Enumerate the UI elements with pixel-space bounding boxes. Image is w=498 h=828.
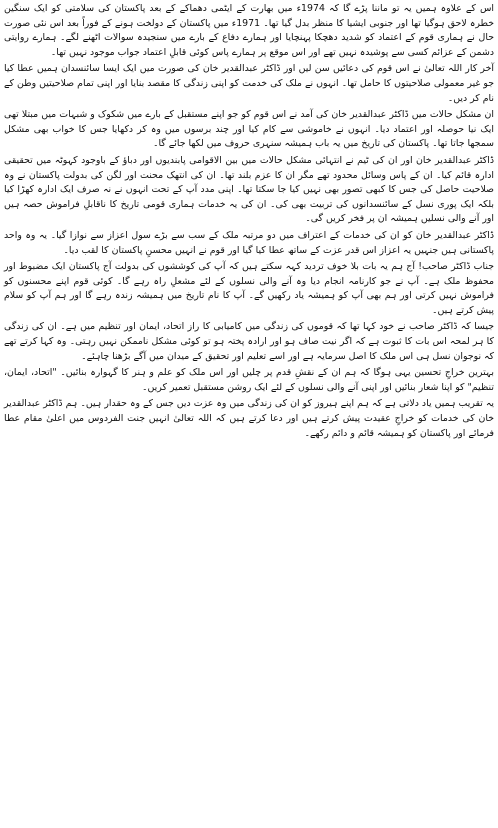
article-paragraph: جیسا کہ ڈاکٹر صاحب نے خود کہا تھا کہ قوموں کی زندگی میں کامیابی کا راز اتحاد، ایمان اور تنظیم میں ہے۔ ان کی زندگی کا ہر لمحہ اس بات کا ثبوت ہے کہ اگر نیت صاف ہو اور ارادہ پختہ ہو تو کوئی مشکل ناممکن نہیں رہتی۔ وہ کہا کرتے تھے کہ نوجوان نسل ہی اس ملک کا اصل سرمایہ ہے اور اسے تعلیم اور تحقیق کے میدان میں آگے بڑھنا چاہئے۔	[4, 321, 494, 362]
article-paragraph: اس کے علاوہ ہمیں یہ تو ماننا پڑے گا کہ 1974ء میں بھارت کے ایٹمی دھماکے کے بعد پاکستان کی سلامتی کو ایک سنگین خطرہ لاحق ہوگیا تھا اور جنوبی ایشیا کا منظر بدل گیا تھا۔ 1971ء میں پاکستان کے دولخت ہونے کے فوراً بعد اس نئی صورت حال نے ہماری قوم کے اعتماد کو شدید دھچکا پہنچایا اور ہمارے دفاع کے بارے میں سنجیدہ سوالات اٹھنے لگے۔ ہمارے روایتی دشمن کے عزائم کسی سے پوشیدہ نہیں تھے اور اس موقع پر ہمارے پاس کوئی قابلِ اعتماد جواب موجود نہیں تھا۔	[4, 3, 494, 58]
article-paragraph: ان مشکل حالات میں ڈاکٹر عبدالقدیر خان کی آمد نے اس قوم کو جو اپنے مستقبل کے بارے میں شکوک و شبہات میں مبتلا تھی ایک نیا حوصلہ اور اعتماد دیا۔ انہوں نے خاموشی سے کام کیا اور چند برسوں میں وہ کر دکھایا جس کا خواب بھی مشکل سمجھا جاتا تھا۔ پاکستان کی تاریخ میں یہ باب ہمیشہ سنہری حروف میں لکھا جائے گا۔	[4, 109, 494, 150]
article-paragraph: یہ تقریب ہمیں یاد دلاتی ہے کہ ہم اپنے ہیروز کو ان کی زندگی میں وہ عزت دیں جس کے وہ حقدار ہیں۔ ہم ڈاکٹر عبدالقدیر خان کی خدمات کو خراجِ عقیدت پیش کرتے ہیں اور دعا کرتے ہیں کہ اللہ تعالیٰ انہیں جنت الفردوس میں اعلیٰ مقام عطا فرمائے اور پاکستان کو ہمیشہ قائم و دائم رکھے۔	[4, 398, 494, 439]
article-body	[4, 2, 494, 826]
article-paragraph: جناب ڈاکٹر صاحب! آج ہم یہ بات بلا خوف تردید کہہ سکتے ہیں کہ آپ کی کوششوں کی بدولت آج پاکستان ایک مضبوط اور محفوظ ملک ہے۔ آپ نے جو کارنامہ انجام دیا وہ آنے والی نسلوں کے لئے مشعلِ راہ رہے گا۔ کوئی قوم اپنے محسنوں کو فراموش نہیں کرتی اور ہم بھی آپ کو ہمیشہ یاد رکھیں گے۔ آپ کا نام تاریخ میں ہمیشہ زندہ رہے گا اور ہم آپ کو سلام پیش کرتے ہیں۔	[4, 261, 494, 316]
article-paragraph: ڈاکٹر عبدالقدیر خان اور ان کی ٹیم نے انتہائی مشکل حالات میں بین الاقوامی پابندیوں اور دباؤ کے باوجود کہوٹہ میں تحقیقی ادارہ قائم کیا۔ ان کے پاس وسائل محدود تھے مگر ان کا عزم بلند تھا۔ ان کی انتھک محنت اور لگن کی بدولت پاکستان نے وہ صلاحیت حاصل کی جس کا کبھی تصور بھی نہیں کیا جا سکتا تھا۔ اپنی مدد آپ کے تحت انہوں نے نہ صرف ایک ادارہ کھڑا کیا بلکہ ایک پوری نسل کے سائنسدانوں کی تربیت بھی کی۔ ان کی یہ خدمات ہماری قومی تاریخ کا ناقابلِ فراموش حصہ ہیں اور آنے والی نسلیں ہمیشہ ان پر فخر کریں گی۔	[4, 154, 494, 225]
article-paragraph: بہترین خراجِ تحسین یہی ہوگا کہ ہم ان کے نقشِ قدم پر چلیں اور اس ملک کو علم و ہنر کا گہوارہ بنائیں۔ "اتحاد، ایمان، تنظیم" کو اپنا شعار بنائیں اور اپنی آنے والی نسلوں کے لئے ایک روشن مستقبل تعمیر کریں۔	[4, 367, 494, 393]
article-paragraph: آخر کار اللہ تعالیٰ نے اس قوم کی دعائیں سن لیں اور ڈاکٹر عبدالقدیر خان کی صورت میں ایک ایسا سائنسدان ہمیں عطا کیا جو غیر معمولی صلاحیتوں کا حامل تھا۔ انہوں نے ملک کی خدمت کو اپنی زندگی کا مقصد بنایا اور اپنی تمام صلاحیتیں وطن کے نام کر دیں۔	[4, 63, 494, 104]
article-paragraph: ڈاکٹر عبدالقدیر خان کو ان کی خدمات کے اعتراف میں دو مرتبہ ملک کے سب سے بڑے سول اعزاز سے نوازا گیا۔ یہ وہ واحد پاکستانی ہیں جنہیں یہ اعزاز اس قدر عزت کے ساتھ عطا کیا گیا اور قوم نے انہیں محسنِ پاکستان کا لقب دیا۔	[4, 229, 494, 256]
